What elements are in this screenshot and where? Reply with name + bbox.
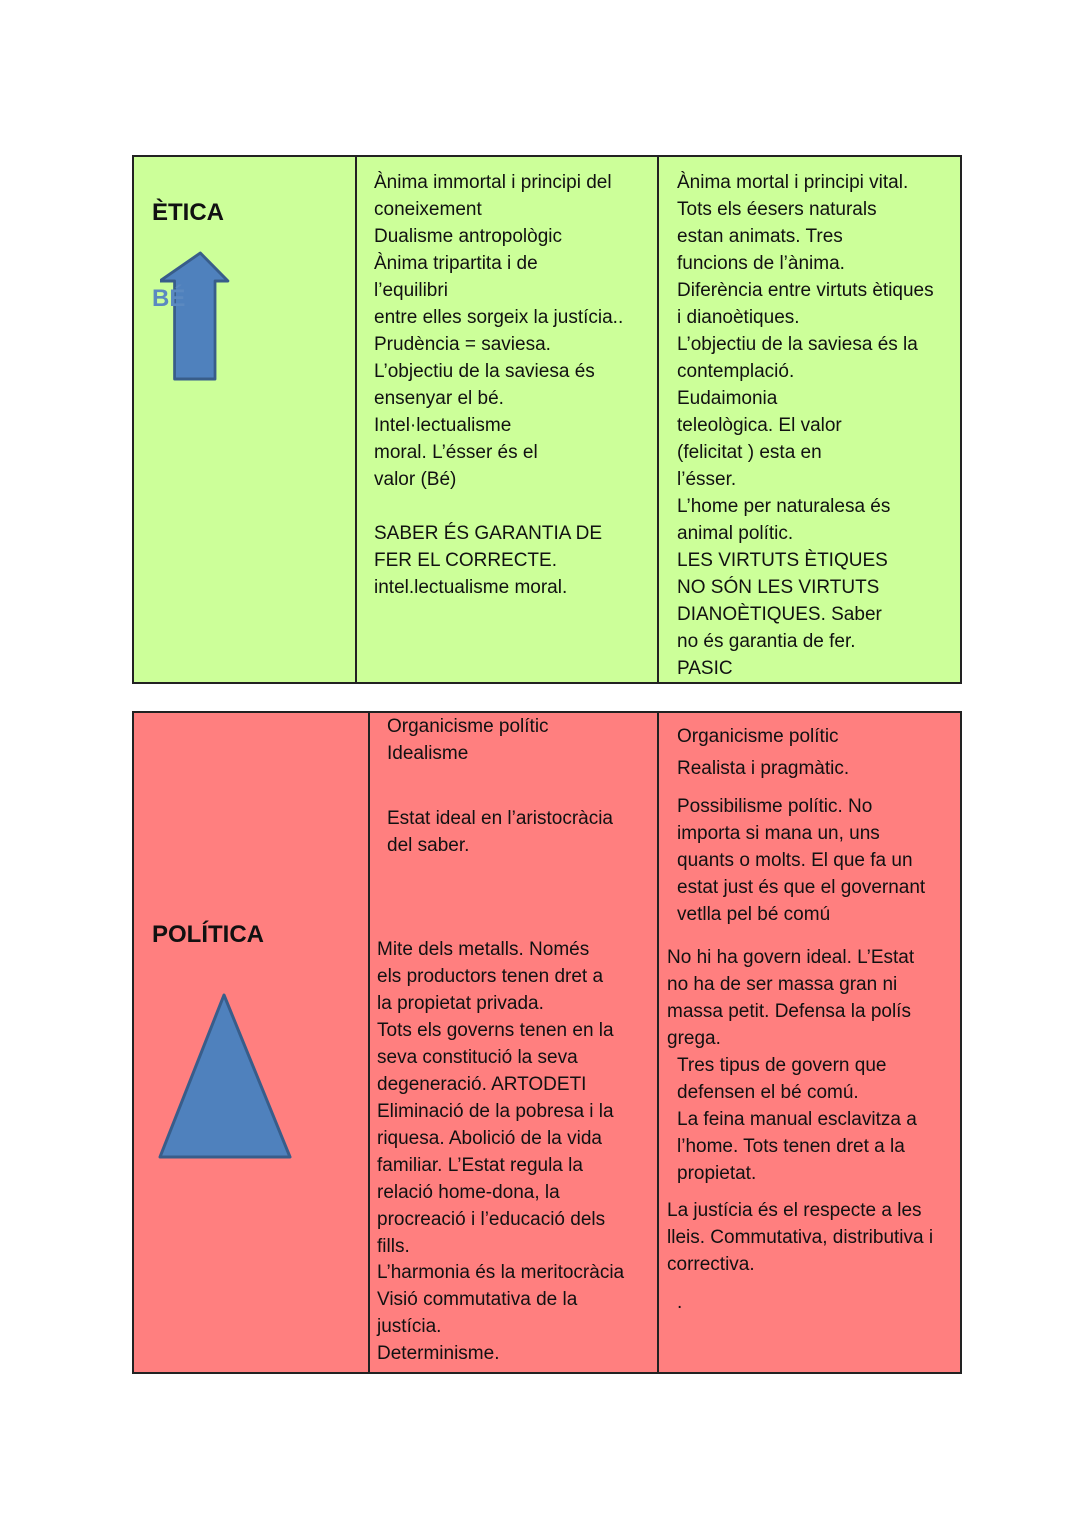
etica-heading: ÈTICA [152,199,224,226]
text-line: Intel·lectualisme [374,415,512,436]
text-line: La justícia és el respecte a les [667,1200,922,1221]
text-line: Tres tipus de govern que [677,1055,887,1076]
text-line: Idealisme [387,743,469,764]
politica-plato-text-4 [377,1261,624,1369]
text-line: NO SÓN LES VIRTUTS [677,577,880,598]
text-line: SABER ÉS GARANTIA DE [374,523,603,544]
text-line: l’home. Tots tenen dret a la [677,1136,905,1157]
text-line: justícia. [377,1316,442,1337]
text-line: massa petit. Defensa la polís [667,1001,911,1022]
text-line: Determinisme. [377,1343,500,1364]
text-line: Mite dels metalls. Només [377,939,590,960]
politica-aristotle-text-2 [677,755,849,782]
politica-aristotle-text-7 [677,1289,682,1316]
column-divider [657,157,659,682]
text-line: relació home-dona, la [377,1182,560,1203]
text-line: del saber. [387,835,470,856]
text-line: Eliminació de la pobresa i la [377,1101,614,1122]
politica-aristotle-text-4 [667,944,914,1052]
text-line: Organicisme polític [387,716,549,737]
text-line: Ànima tripartita i de [374,253,538,274]
text-line: vetlla pel bé comú [677,904,831,925]
text-line: quants o molts. El que fa un [677,850,913,871]
text-line: fills. [377,1236,410,1257]
text-line: no ha de ser massa gran ni [667,974,898,995]
text-line: L’objectiu de la saviesa és la [677,334,918,355]
text-line: PASIC [677,658,733,679]
text-line: l’equilibri [374,280,448,301]
text-line: procreació i l’educació dels [377,1209,606,1230]
etica-aristotle-text [677,169,934,682]
politica-aristotle-text-1 [677,723,839,750]
text-line: La feina manual esclavitza a [677,1109,917,1130]
text-line: estat just és que el governant [677,877,926,898]
text-line: animal polític. [677,523,794,544]
text-line: Organicisme polític [677,726,839,747]
text-line: Realista i pragmàtic. [677,758,850,779]
triangle-icon [156,991,296,1161]
text-line: L’home per naturalesa és [677,496,891,517]
politica-plato-text-1 [387,713,549,767]
text-line: Dualisme antropològic [374,226,562,247]
etica-plato-text [374,169,623,601]
text-line: Diferència entre virtuts ètiques [677,280,934,301]
text-line: Tots els governs tenen en la [377,1020,614,1041]
text-line: FER EL CORRECTE. [374,550,557,571]
text-line: entre elles sorgeix la justícia.. [374,307,624,328]
text-line: Ànima immortal i principi del [374,172,612,193]
text-line: importa si mana un, uns [677,823,880,844]
politica-heading: POLÍTICA [152,921,264,948]
text-line: contemplació. [677,361,795,382]
text-line: funcions de l’ànima. [677,253,845,274]
text-line: propietat. [677,1163,757,1184]
text-line: valor (Bé) [374,469,457,490]
column-divider [368,713,370,1372]
text-line: L’objectiu de la saviesa és [374,361,595,382]
politica-aristotle-text-3 [677,793,925,928]
text-line: . [677,1292,683,1313]
column-divider [657,713,659,1372]
text-line: degeneració. ARTODETI [377,1074,587,1095]
text-line: Prudència = saviesa. [374,334,551,355]
text-line: ensenyar el bé. [374,388,504,409]
politica-aristotle-text-6 [667,1197,933,1278]
text-line: la propietat privada. [377,993,544,1014]
text-line: Visió commutativa de la [377,1289,578,1310]
text-line: Ànima mortal i principi vital. [677,172,909,193]
text-line: (felicitat ) esta en [677,442,822,463]
up-arrow-icon [160,251,240,383]
text-line: seva constitució la seva [377,1047,578,1068]
text-line: no és garantia de fer. [677,631,856,652]
text-line: grega. [667,1028,721,1049]
text-line: lleis. Commutativa, distributiva i [667,1227,934,1248]
text-line: familiar. L’Estat regula la [377,1155,583,1176]
text-line: Eudaimonia [677,388,778,409]
text-line: Possibilisme polític. No [677,796,873,817]
text-line: l’ésser. [677,469,737,490]
text-line: LES VIRTUTS ÈTIQUES [677,550,888,571]
text-line: riquesa. Abolició de la vida [377,1128,602,1149]
be-label: BÉ [152,285,186,312]
text-line: coneixement [374,199,482,220]
text-line: moral. L’ésser és el [374,442,538,463]
column-divider [355,157,357,682]
text-line: DIANOÈTIQUES. Saber [677,604,882,625]
politica-plato-text-2 [387,805,613,859]
text-line: Estat ideal en l’aristocràcia [387,808,613,829]
text-line: defensen el bé comú. [677,1082,859,1103]
text-line: No hi ha govern ideal. L’Estat [667,947,915,968]
text-line: i dianoètiques. [677,307,800,328]
text-line: correctiva. [667,1254,755,1275]
politica-plato-text-3 [377,936,614,1260]
politica-aristotle-text-5 [677,1052,917,1187]
text-line: estan animats. Tres [677,226,843,247]
politica-table [132,711,962,1374]
text-line: intel.lectualisme moral. [374,577,568,598]
text-line: Tots els éesers naturals [677,199,877,220]
text-line: teleològica. El valor [677,415,842,436]
text-line [374,493,623,520]
text-line: L’harmonia és la meritocràcia [377,1262,625,1283]
text-line: els productors tenen dret a [377,966,604,987]
etica-table [132,155,962,684]
